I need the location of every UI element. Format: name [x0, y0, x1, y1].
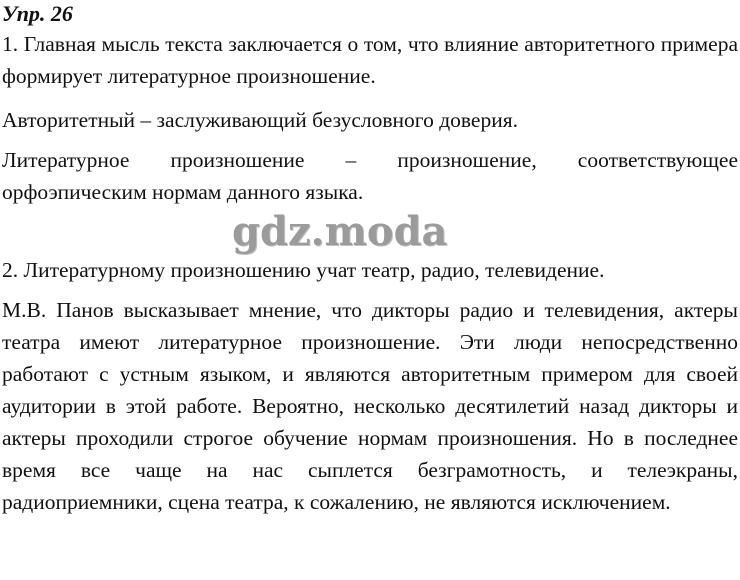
paragraph-literary-pronunciation-definition: Литературное произношение – произношение, соответствующее орфоэпическим нормам данного языка.	[2, 148, 738, 204]
paragraph-panov-opinion: М.В. Панов высказывает мнение, что дикторы радио и телевидения, актеры театра имеют литературное произношение. Эти люди непосредственно работают с устным языком, и являются авторитетным примером для своей аудитории в этой работе. Вероятно, несколько десятилетий назад дикторы и актеры проходили строгое обучение нормам произношения. Но в последнее время все чаще на нас сыплется безграмотность, и телеэкраны, радиоприемники, сцена театра, к сожалению, не являются исключением.	[2, 298, 738, 514]
paragraph-main-idea: 1. Главная мысль текста заключается о том, что влияние авторитетного примера формирует литературное произношение.	[2, 32, 738, 88]
paragraph-authoritative-definition: Авторитетный – заслуживающий безусловного доверия.	[2, 108, 518, 132]
watermark-logo: gdz.moda	[232, 208, 448, 255]
exercise-heading: Упр. 26	[2, 1, 73, 26]
paragraph-point-two: 2. Литературному произношению учат театр, радио, телевидение.	[2, 258, 605, 282]
